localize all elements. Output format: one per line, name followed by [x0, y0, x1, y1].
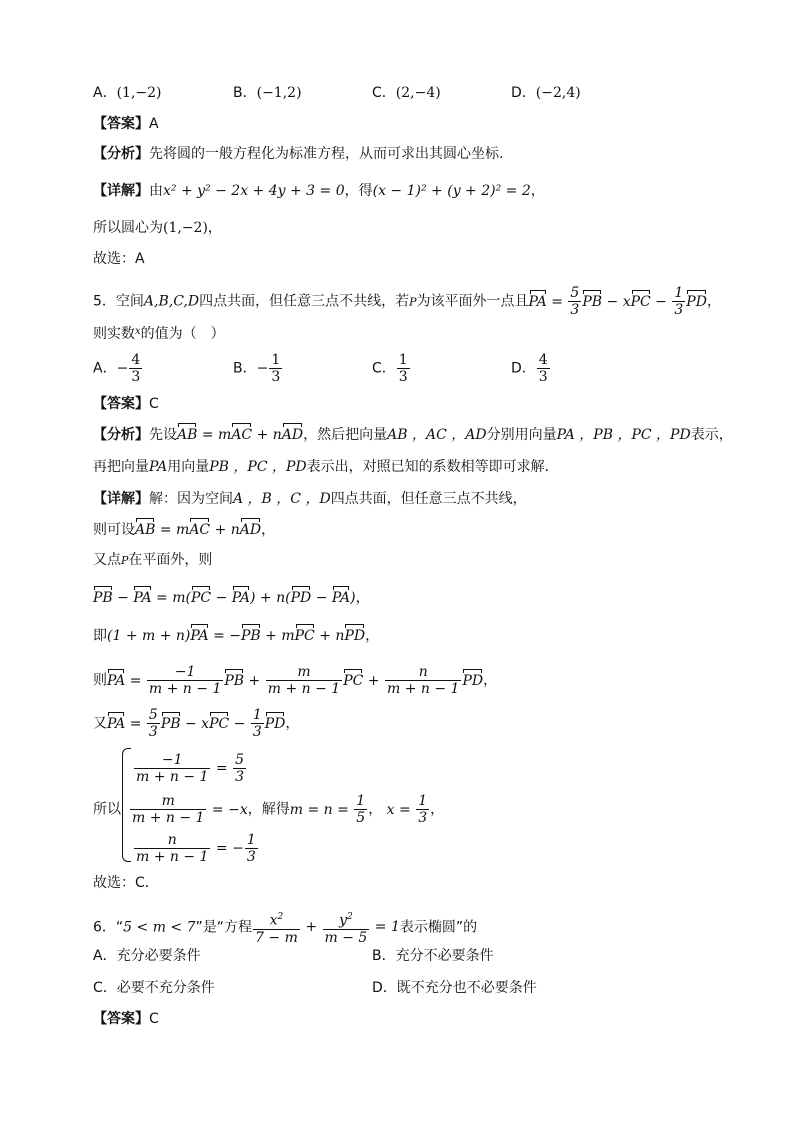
q4-analysis: [93, 144, 503, 164]
text: 在平面外，则: [128, 552, 213, 568]
q6-option-d: [372, 977, 537, 997]
text: 分别用向量: [486, 427, 557, 443]
text: 再把向量: [93, 459, 149, 475]
equation: (x − 1)² + (y + 2)² = 2: [372, 183, 531, 199]
den: 3: [398, 369, 408, 385]
detail-tag: 【详解】: [93, 183, 149, 199]
text: 四点共面，但任意三点不共线，若: [199, 293, 410, 310]
point-p: P: [121, 554, 129, 567]
option-value: (2,−4): [395, 85, 441, 101]
text: 先设: [149, 427, 177, 443]
q6-option-c: [93, 977, 215, 997]
choose-text: 故选：A: [93, 251, 145, 267]
center-value: (1,−2): [163, 220, 208, 236]
vectors: AB ，AC ，AD: [387, 427, 487, 443]
q5-detail-eq1: PB − PA = m(PC − PA) + n(PD − PA)，: [93, 590, 370, 606]
choose-text: 故选：C．: [93, 875, 159, 891]
q5-detail-eq4: 又PA = $\frac{5}{3}$ PB − xPC − $\frac{1}{3}$ PD，: [93, 707, 300, 740]
den: 3: [131, 369, 141, 385]
equation: $\frac{m}{m + n - 1}$ = −x: [132, 793, 248, 826]
fraction: [129, 352, 142, 385]
option-letter: C．: [93, 980, 117, 996]
answer-tag: 【答案】: [93, 1011, 149, 1027]
q5-detail-eq2: 即(1 + m + n)PA = −PB + mPC + nPD，: [93, 628, 380, 644]
q4-answer: [93, 114, 159, 134]
equation: x² + y² − 2x + 4y + 3 = 0: [163, 183, 345, 199]
option-value: (−1,2): [256, 85, 302, 101]
option-letter: D．: [372, 980, 397, 996]
vectors: PA: [149, 459, 168, 475]
num: 4: [538, 352, 548, 368]
option-letter: B．: [233, 360, 257, 377]
q6-answer: [93, 1009, 159, 1029]
text: 所以圆心为: [93, 220, 163, 236]
equation: AB = mAC + nAD: [135, 522, 262, 538]
var-x: x: [135, 326, 141, 337]
solution-x: x = $\frac{1}{3}$: [386, 793, 428, 826]
detail-text: ，: [530, 183, 545, 199]
sign: −: [256, 360, 269, 377]
analysis-tag: 【分析】: [93, 146, 149, 162]
text: 5．空间: [93, 293, 144, 310]
q5-option-b: [233, 352, 283, 385]
q4-option-d: [511, 82, 581, 102]
q6-option-b: [372, 945, 494, 965]
q5-detail-line2: 则可设AB = mAC + nAD，: [93, 522, 276, 538]
answer-value: A: [149, 116, 159, 132]
analysis-text: 先将圆的一般方程化为标准方程，从而可求出其圆心坐标.: [149, 146, 504, 162]
q5-stem-line1: 5．空间A,B,C,D四点共面，但任意三点不共线，若P为该平面外一点且PA = $\frac{5}{3}$ PB − xPC − $\frac{1}{3}$ PD，: [93, 285, 721, 318]
detail-text: 由: [149, 183, 163, 199]
text: 6．“: [93, 919, 124, 936]
text: 为该平面外一点且: [416, 293, 529, 310]
option-letter: B．: [233, 85, 257, 101]
text: 表示椭圆”的: [399, 919, 478, 936]
solution-mn: m = n = $\frac{1}{5}$: [289, 793, 366, 826]
q5-choose: [93, 873, 159, 893]
text: 表示出，对照已知的系数相等即可求解．: [306, 459, 559, 475]
den: 3: [538, 369, 548, 385]
option-letter: C．: [372, 85, 396, 101]
text: ”是“方程: [195, 919, 253, 936]
q4-option-b: [233, 82, 302, 102]
vectors: PA ，PB ，PC ，PD: [556, 427, 691, 443]
num: 4: [131, 352, 141, 368]
text: 又: [93, 715, 107, 732]
q5-analysis-line2: [93, 457, 559, 477]
q6-stem: [93, 909, 477, 946]
q5-answer: [93, 394, 159, 414]
given-vector-equation: PA = $\frac{5}{3}$ PB − xPC − $\frac{1}{3}$ PD: [528, 285, 707, 318]
q4-detail: [93, 181, 545, 201]
sign: −: [116, 360, 129, 377]
option-letter: D．: [511, 360, 536, 377]
option-letter: C．: [372, 360, 396, 377]
option-text: 既不充分也不必要条件: [396, 980, 537, 996]
system-eq1: $\frac{-1}{m + n - 1}$ = $\frac{5}{3}$: [136, 752, 245, 785]
detail-tag: 【详解】: [93, 491, 149, 507]
q4-center-line: [93, 218, 222, 238]
q5-stem-line2: [93, 322, 225, 344]
vectors: PB ，PC ，PD: [209, 459, 307, 475]
answer-tag: 【答案】: [93, 396, 149, 412]
option-text: 必要不充分条件: [116, 980, 215, 996]
analysis-tag: 【分析】: [93, 427, 149, 443]
option-value: (−2,4): [535, 85, 581, 101]
option-letter: A．: [93, 948, 117, 964]
option-letter: A．: [93, 85, 117, 101]
text: 表示，: [690, 427, 733, 443]
detail-text: ，得: [344, 183, 373, 199]
equation: AB = mAC + nAD: [177, 427, 304, 443]
equation: PA = $\frac{5}{3}$ PB − xPC − $\frac{1}{3}$ PD: [107, 707, 286, 740]
option-text: 充分不必要条件: [395, 948, 494, 964]
q5-option-a: [93, 352, 143, 385]
answer-tag: 【答案】: [93, 116, 149, 132]
q5-analysis-line1: [93, 425, 733, 445]
den: 3: [271, 369, 281, 385]
option-letter: B．: [372, 948, 396, 964]
equation: (1 + m + n)PA = −PB + mPC + nPD: [107, 628, 366, 644]
q5-detail-line1: [93, 489, 527, 509]
option-text: 充分必要条件: [116, 948, 201, 964]
text: 则实数: [93, 326, 135, 342]
text: 四点共面，但任意三点不共线，: [330, 491, 527, 507]
fraction: [269, 352, 282, 385]
point-p: P: [409, 295, 417, 309]
answer-value: C: [149, 1011, 159, 1027]
q5-detail-eq3: 则PA = $\frac{-1}{m + n - 1}$ PB + $\frac{m}{m + n - 1}$ PC + $\frac{n}{m + n - 1}$ PD，: [93, 664, 498, 697]
q4-option-c: [372, 82, 441, 102]
text: ，: [207, 220, 222, 236]
answer-value: C: [149, 396, 159, 412]
fraction: [397, 352, 410, 385]
text: 解：因为空间: [149, 491, 233, 507]
q5-option-c: [372, 352, 411, 385]
text: 则: [93, 672, 107, 689]
text: 用向量: [167, 459, 210, 475]
condition: 5 < m < 7: [123, 919, 196, 936]
option-letter: A．: [93, 360, 117, 377]
q4-choose: [93, 249, 145, 269]
q6-option-a: [93, 945, 201, 965]
text: 又点: [93, 552, 121, 568]
text: ，解得: [247, 801, 290, 818]
points: A ，B ，C ，D: [233, 491, 331, 507]
num: 1: [398, 352, 408, 368]
equation: PA = $\frac{-1}{m + n - 1}$ PB + $\frac{m}{m + n - 1}$ PC + $\frac{n}{m + n - 1}$ PD: [107, 664, 484, 697]
system-row2: 所以 $\frac{m}{m + n - 1}$ = −x，解得m = n = $\frac{1}{5}$ ， x = $\frac{1}{3}$ ，: [93, 793, 445, 826]
option-value: (1,−2): [116, 85, 162, 101]
text: 即: [93, 628, 107, 644]
system-eq3: $\frac{n}{m + n - 1}$ = − $\frac{1}{3}$: [136, 832, 256, 865]
q4-option-a: [93, 82, 162, 102]
num: 1: [271, 352, 281, 368]
fraction: [537, 352, 550, 385]
points: A,B,C,D: [143, 293, 200, 310]
text: 所以: [93, 801, 121, 818]
ellipse-equation: $\frac{x^2}{7 - m}$ + $\frac{y^2}{m - 5}$ = 1: [252, 919, 400, 935]
q5-detail-line3: [93, 550, 212, 571]
text: 则可设: [93, 522, 135, 538]
text: ，然后把向量: [303, 427, 388, 443]
q5-option-d: [511, 352, 551, 385]
option-letter: D．: [511, 85, 536, 101]
text: 的值为（ ）: [140, 326, 225, 342]
